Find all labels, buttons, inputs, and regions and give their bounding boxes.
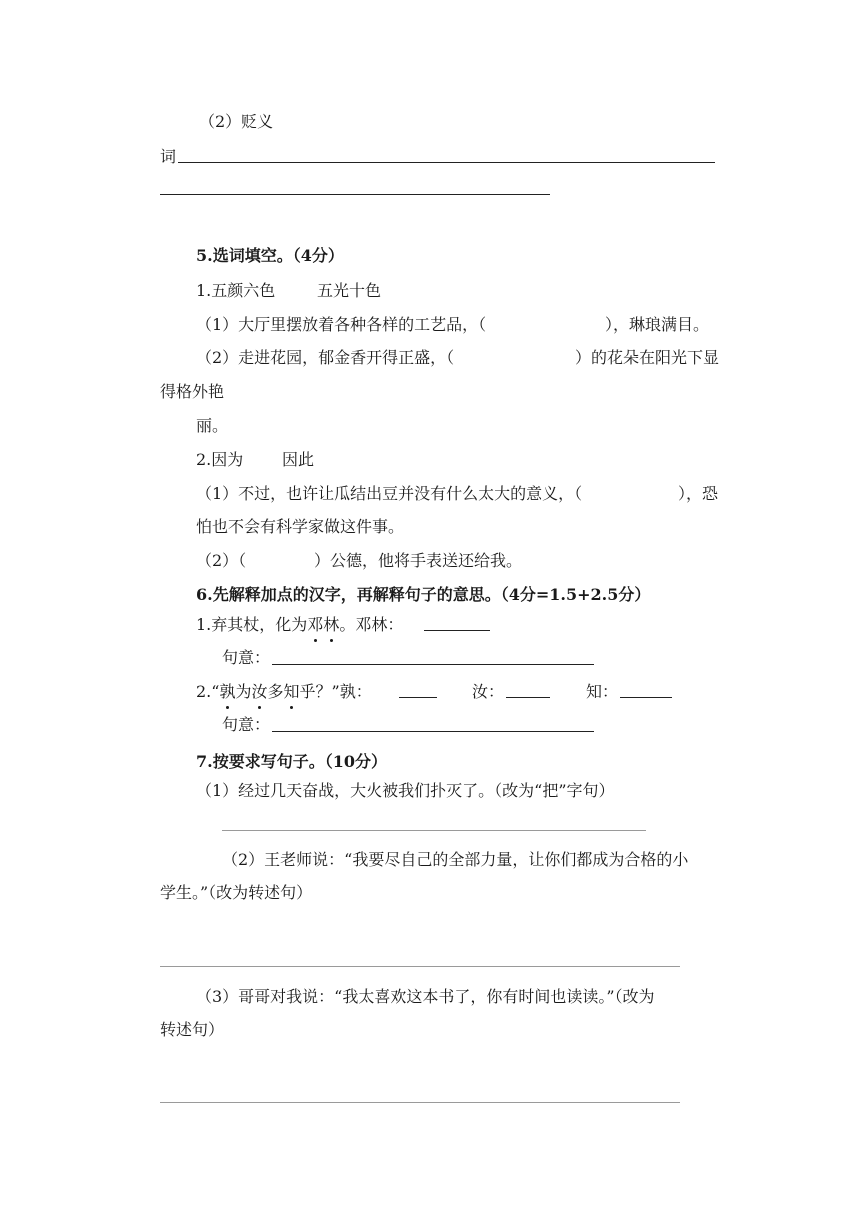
- sentence-text: （1）大厅里摆放着各种各样的工艺品，（: [196, 315, 487, 334]
- answer-line: [272, 664, 594, 665]
- sentence-text: ）公德，他将手表送还给我。: [314, 551, 523, 570]
- sentence-text: ），恐: [678, 484, 719, 503]
- answer-line: [160, 1102, 680, 1103]
- sentence-text: ），琳琅满目。: [605, 315, 710, 334]
- item-text: 乎？”孰：: [299, 682, 372, 701]
- section-heading-7: 7.按要求写句子。（10分）: [196, 752, 387, 771]
- word-option: 2.因为: [196, 450, 244, 469]
- sentence-text: （1）经过几天奋战，大火被我们扑灭了。（改为“把”字句）: [196, 781, 615, 800]
- sentence-text: ）的花朵在阳光下显: [575, 348, 720, 367]
- section-heading-6: 6.先解释加点的汉字，再解释句子的意思。（4分=1.5+2.5分）: [196, 585, 651, 604]
- answer-line: [272, 731, 594, 732]
- item-text: 1.弃其杖，化为: [196, 615, 308, 634]
- sentence-text: 怕也不会有科学家做这件事。: [196, 517, 405, 536]
- answer-blank: [506, 697, 550, 698]
- sentence-text: （1）不过，也许让瓜结出豆并没有什么太大的意义，（: [196, 484, 583, 503]
- answer-line: [178, 162, 715, 163]
- sentence-text: （2）（: [196, 551, 247, 570]
- section-heading-5: 5.选词填空。（4分）: [196, 246, 344, 265]
- question-item-1: [196, 613, 403, 637]
- item-text: 多: [267, 682, 284, 701]
- word-option: 五光十色: [317, 281, 382, 300]
- word-option: 1.五颜六色: [196, 281, 276, 300]
- answer-line: [160, 966, 680, 967]
- answer-blank: [620, 697, 672, 698]
- emphasis-char: 知: [284, 680, 300, 704]
- item-text: 。邓林：: [339, 615, 404, 634]
- item-text: 为: [235, 682, 252, 701]
- sentence-text: 学生。”（改为转述句）: [160, 883, 313, 902]
- answer-line: [222, 830, 646, 831]
- sentence-text: 丽。: [196, 416, 229, 435]
- word-option: 因此: [282, 450, 315, 469]
- meaning-label: 句意：: [222, 715, 271, 734]
- ru-label: 汝：: [472, 682, 505, 701]
- emphasis-char: 孰: [219, 680, 235, 704]
- emphasis-char: 汝: [251, 680, 267, 704]
- item-text: 2.“: [196, 682, 220, 701]
- answer-blank: [424, 630, 490, 631]
- emphasis-char: 林: [323, 613, 339, 637]
- sentence-text: （3）哥哥对我说：“我太喜欢这本书了，你有时间也读读。”（改为: [196, 987, 655, 1006]
- emphasis-char: 邓: [307, 613, 323, 637]
- sentence-text: 转述句）: [160, 1020, 225, 1039]
- sentence-text: 得格外艳: [160, 382, 225, 401]
- meaning-label: 句意：: [222, 648, 271, 667]
- sentence-text: （2）走进花园，郁金香开得正盛，（: [196, 348, 455, 367]
- answer-blank: [399, 697, 437, 698]
- answer-line: [160, 194, 550, 195]
- question-item-2: [196, 680, 372, 704]
- zhi-label: 知：: [586, 682, 619, 701]
- ci-label: 词: [160, 147, 177, 166]
- sentence-text: （2）王老师说：“我要尽自己的全部力量，让你们都成为合格的小: [222, 850, 689, 869]
- derogatory-label: （2）贬义: [199, 112, 274, 131]
